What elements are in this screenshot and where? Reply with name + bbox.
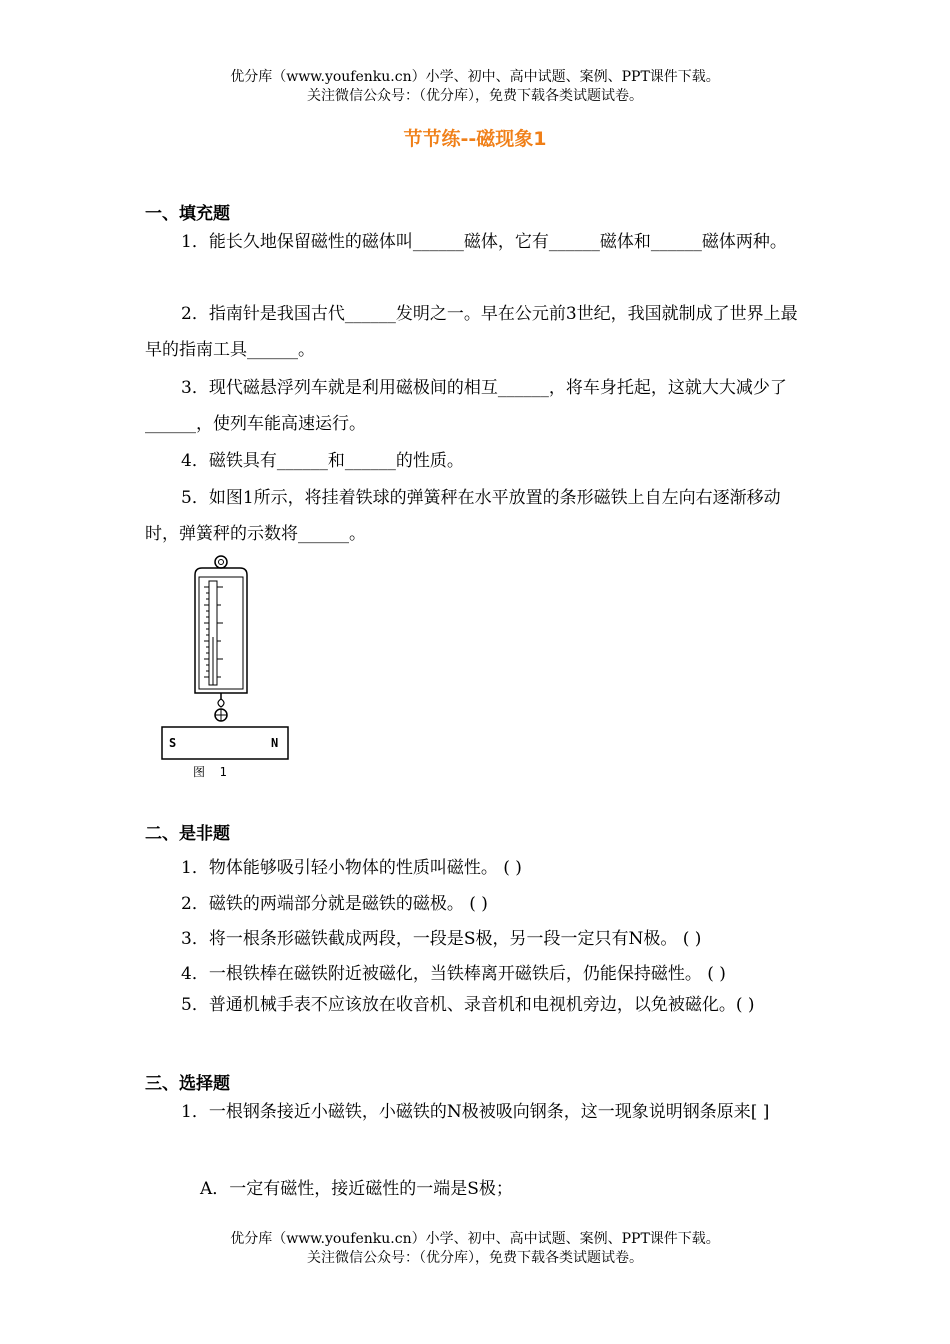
- magnet-pole-s: S: [169, 736, 177, 750]
- judge-question-1: 1．物体能够吸引轻小物体的性质叫磁性。 ( ): [181, 858, 522, 878]
- header-line-2: 关注微信公众号：（优分库），免费下载各类试题试卷。: [307, 88, 643, 104]
- judge-question-5: 5．普通机械手表不应该放在收音机、录音机和电视机旁边，以免被磁化。( ): [181, 995, 755, 1015]
- fill-question-3: 3．现代磁悬浮列车就是利用磁极间的相互______，将车身托起，这就大大减少了______，使列车能高速运行。: [145, 378, 787, 434]
- fill-question-5: 5．如图1所示，将挂着铁球的弹簧秤在水平放置的条形磁铁上自左向右逐渐移动时，弹簧秤的示数将______。: [145, 488, 781, 544]
- judge-question-3: 3．将一根条形磁铁截成两段，一段是S极，另一段一定只有N极。 ( ): [181, 929, 702, 949]
- section-heading-choice: 三、选择题: [145, 1074, 230, 1094]
- magnet-pole-n: N: [271, 736, 279, 750]
- fill-question-4: 4．磁铁具有______和______的性质。: [181, 451, 464, 471]
- bar-magnet: [162, 727, 288, 759]
- footer-line-1: 优分库（www.youfenku.cn）小学、初中、高中试题、案例、PPT课件下载。: [230, 1231, 720, 1247]
- judge-question-2: 2．磁铁的两端部分就是磁铁的磁极。 ( ): [181, 894, 488, 914]
- top-ring-icon: [215, 556, 227, 568]
- figure-caption: 图 1: [193, 765, 227, 779]
- fill-question-1: 1．能长久地保留磁性的磁体叫______磁体，它有______磁体和______磁体两种。: [181, 232, 787, 252]
- hook-icon: [218, 699, 224, 707]
- section-heading-fill: 一、填充题: [145, 204, 230, 224]
- spring-scale-diagram: [155, 553, 305, 783]
- footer-line-2: 关注微信公众号：（优分库），免费下载各类试题试卷。: [307, 1250, 643, 1266]
- fill-question-2: 2．指南针是我国古代______发明之一。早在公元前3世纪，我国就制成了世界上最早的指南工具______。: [145, 304, 798, 360]
- page-title: 节节练--磁现象1: [403, 128, 547, 150]
- section-heading-judge: 二、是非题: [145, 824, 230, 844]
- choice-option-a: A．一定有磁性，接近磁性的一端是S极；: [200, 1179, 513, 1199]
- judge-question-4: 4．一根铁棒在磁铁附近被磁化，当铁棒离开磁铁后，仍能保持磁性。 ( ): [181, 964, 726, 984]
- header-line-1: 优分库（www.youfenku.cn）小学、初中、高中试题、案例、PPT课件下载。: [230, 69, 720, 85]
- figure-spring-scale: [155, 553, 305, 787]
- choice-question-1: 1．一根钢条接近小磁铁，小磁铁的N极被吸向钢条，这一现象说明钢条原来[ ]: [181, 1102, 770, 1122]
